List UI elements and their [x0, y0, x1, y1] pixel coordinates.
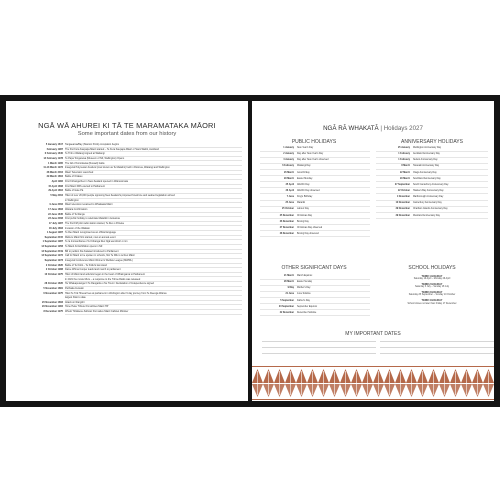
history-event-row [14, 222, 242, 226]
history-event-row [14, 231, 242, 235]
history-event-row [14, 203, 242, 207]
holiday-date: 2 January [283, 153, 294, 156]
holiday-name: Easter Sunday [297, 281, 313, 284]
holiday-row [376, 215, 488, 220]
public-holidays-list [260, 147, 370, 239]
holiday-name: March Equinox [297, 275, 313, 277]
history-event-row [14, 273, 242, 277]
writing-line[interactable] [380, 347, 494, 348]
event-date: 17 July 1987 [48, 221, 63, 225]
holiday-name: Mother's Day [297, 287, 311, 290]
event-date: September 1973 [44, 259, 63, 263]
event-text: He Whakaputanga O Te Rangatira o Nu Tireni / Declaration of Independence signed [65, 282, 242, 287]
event-text: First Māori MPs elected to Parliament [65, 185, 242, 190]
holiday-date: 22 December [279, 311, 294, 314]
school-term-name: TERM 2 HOLIDAY [421, 283, 443, 287]
event-text: Te Ia Inomanihana o Te Kōhanga Reo Ngā wai tōmiri o mm [65, 240, 242, 245]
holiday-date: 1 February [398, 153, 410, 156]
event-text: Bill to petition Kia Kaiwaa Introduced to Parliament [65, 250, 242, 255]
event-text: Hikoi of Māori land activists began in the heart of Whaingaroa to Parliament [65, 273, 242, 278]
event-text: Hone Heke Tribute first airlines Māori HP [65, 305, 242, 310]
holiday-name: Southland Anniversary Day [413, 177, 441, 180]
school-term [374, 299, 490, 306]
event-text: Parihaka Invasion [65, 287, 242, 292]
event-date: 28 March 2004 [46, 170, 63, 174]
holiday-date: 4 January [283, 159, 294, 162]
holiday-name: Marlborough Anniversary Day [413, 196, 444, 199]
event-date: 22 June 1845 [48, 212, 63, 216]
holiday-date: 23 September [278, 305, 294, 308]
history-event-row [14, 199, 242, 203]
school-holidays-heading: SCHOOL HOLIDAYS [408, 265, 456, 271]
holiday-row [376, 153, 488, 158]
history-event-row [14, 264, 242, 268]
event-date: 10 October 1975 [44, 272, 63, 276]
holiday-date: 26 December [279, 220, 294, 223]
event-date: 5 May 2004 [50, 194, 63, 198]
other-days-list [260, 275, 370, 318]
event-date: February 1987 [46, 147, 63, 151]
history-event-row [14, 175, 242, 179]
event-text: Te Tiriti o Waitangi signed at Waitangi [65, 152, 242, 157]
event-date: 5 January 1817 [45, 143, 63, 146]
holiday-row [376, 208, 488, 213]
event-date: 14 September 1958 [41, 245, 63, 249]
holiday-date: 25 June [285, 202, 294, 205]
holiday-name: Auckland Anniversary Day [413, 153, 440, 156]
holiday-name: June Solstice [297, 293, 311, 296]
holiday-date: 22 March [400, 171, 410, 174]
history-event-row [14, 189, 242, 193]
event-text: Māori television renamed to Whakaata Māori [65, 203, 242, 208]
event-date: April 1982 [51, 180, 63, 184]
event-date: 29 April 1864 [48, 189, 63, 193]
event-date: 28 October 1835 [44, 282, 63, 286]
holiday-date: 1 February [398, 159, 410, 162]
history-event-row [14, 166, 242, 170]
holiday-name: Taranaki Anniversary Day [413, 165, 440, 168]
event-date: 2 October 1835 [45, 263, 63, 267]
holiday-name: Boxing Day [297, 220, 309, 223]
history-event-row [14, 217, 242, 221]
holiday-date: 5 September [280, 299, 294, 302]
holiday-date: 25 January [397, 147, 410, 149]
history-event-row [14, 259, 242, 263]
history-event-row [14, 162, 242, 166]
history-event-row [14, 208, 242, 212]
holiday-date: 21 June [285, 293, 294, 296]
holiday-row [260, 184, 370, 189]
holiday-date: 6 February [282, 165, 294, 168]
holiday-row [260, 306, 370, 311]
writing-line[interactable] [380, 353, 494, 354]
holiday-name: South Canterbury Anniversary Day [413, 183, 449, 186]
event-text: First public holiday to celebrate Matariki in Aotearoa [65, 217, 242, 222]
history-event-row [14, 292, 242, 296]
event-text: Battle of Ōrākau [65, 175, 242, 180]
holiday-row [260, 221, 370, 226]
school-term-name: TERM 3 HOLIDAY [421, 291, 443, 295]
holiday-row [260, 312, 370, 317]
event-date: 29 March 1864 [46, 175, 63, 179]
holiday-name: Canterbury Anniversary Day [413, 202, 442, 205]
holiday-row [260, 300, 370, 305]
other-days-heading: OTHER SIGNIFICANT DAYS [281, 265, 347, 271]
event-text: The first FM pilot radio station started, Te Reo o Pōneke [65, 222, 242, 227]
holiday-row [376, 178, 488, 183]
holiday-date: 28 March [284, 281, 294, 284]
holiday-name: Day after New Year's observed [297, 159, 329, 162]
holiday-date: 12 November [395, 202, 410, 205]
holiday-row [260, 159, 370, 164]
holiday-row [376, 165, 488, 170]
event-date: 6 November 1975 [43, 291, 63, 295]
holiday-row [376, 196, 488, 201]
school-term-dates: Saturday 3 July – Sunday 18 July [414, 286, 450, 289]
holiday-name: Matariki [297, 202, 306, 205]
event-date: 14 September 1972 [41, 254, 63, 258]
history-event-row [14, 180, 242, 184]
holiday-name: Labour Day [297, 208, 309, 211]
history-event-row [14, 148, 242, 152]
holiday-date: 22 October [398, 189, 410, 192]
history-event-row [14, 287, 242, 291]
event-date: 14 February 1978 [43, 156, 63, 160]
event-text: Inaugural Polynesian Festival (now known as Te Matatini) held in Rotorua, Waitangi and Wellington [65, 166, 242, 171]
event-date: 5 November 1881 [43, 286, 63, 290]
event-date: 8 December 1975 [43, 310, 63, 314]
holiday-name: Otago Anniversary Day [413, 171, 437, 174]
event-text: Whetū Tirikātene-Sullivan first native Māori Cabinet Minister [65, 310, 242, 315]
event-text: Te Reo Māori recognised as an official language [65, 231, 242, 236]
holiday-row [260, 165, 370, 170]
history-event-row [14, 171, 242, 175]
event-text: The fall of Kororāreka (Russell) battle [65, 162, 242, 167]
holiday-name: September Equinox [297, 305, 318, 308]
planner-spread [0, 95, 500, 407]
history-event-row [14, 185, 242, 189]
event-text: largest hikoi to date [65, 296, 242, 301]
right-title-main: NGĀ RĀ WHAKATĀ [323, 125, 379, 132]
event-date: 23 June 2008 [48, 217, 63, 221]
event-text: Hikoi Te Tōk Hina arrives at parliament in Wellington after 9 day journey from Te Reenga Wairua [65, 292, 242, 297]
event-text: in Wellington [65, 199, 242, 204]
holiday-date: 7 June [286, 196, 294, 199]
right-title-separator: | [380, 125, 382, 132]
left-page-title: NGĀ WĀ AHUREI KI TĀ TE MARAMATAKA MĀORI [38, 121, 216, 130]
holiday-name: Nelson Anniversary Day [413, 159, 438, 162]
event-date: 1 March 1965 [47, 161, 63, 165]
public-holidays-heading: PUBLIC HOLIDAYS [291, 139, 337, 145]
holiday-date: 27 September [394, 183, 410, 186]
event-text: Mahuru Māori first started, now an annual event [65, 236, 242, 241]
holiday-name: ANZAC Day [297, 183, 310, 186]
history-events-list [14, 143, 242, 315]
event-date: 17 June 1863 [48, 207, 63, 211]
history-event-row [14, 301, 242, 305]
event-text: Inaugural Conference Māori Women's Welfare League (MWWL) [65, 259, 242, 264]
holiday-date: 25 April [285, 183, 294, 186]
school-term [374, 275, 490, 282]
anniversary-holidays-heading: ANNIVERSARY HOLIDAYS [401, 139, 463, 145]
holiday-date: 25 October [282, 208, 294, 211]
writing-line[interactable] [262, 341, 376, 342]
school-term [374, 291, 490, 298]
event-date: 1 August 1987 [46, 231, 63, 235]
holiday-date: 29 November [395, 214, 410, 217]
event-text: Waitara Confirmation [65, 208, 242, 213]
holiday-row [260, 178, 370, 183]
holiday-name: Chatham Islands Anniversary Day [413, 208, 448, 211]
event-text: Te Māori Art Exhibition opens in NZ [65, 245, 242, 250]
history-event-row [14, 245, 242, 249]
history-event-row [14, 152, 242, 156]
holiday-row [376, 184, 488, 189]
holiday-row [260, 147, 370, 152]
history-event-row [14, 310, 242, 314]
holiday-row [260, 275, 370, 280]
holiday-row [260, 287, 370, 292]
holiday-date: 8 March [401, 165, 410, 168]
event-text: Dame Whina Cooper leads land march to parliament [65, 268, 242, 273]
holiday-name: Boxing Day observed [297, 232, 319, 235]
event-date: 18 July 1863 [48, 226, 63, 230]
history-event-row [14, 282, 242, 286]
holiday-date: 28 December [279, 232, 294, 235]
event-text: First Kōhanga Reo in New Zealand opened in Wainuiomata [65, 180, 242, 185]
history-event-row [14, 240, 242, 244]
holiday-row [260, 172, 370, 177]
holiday-name: Christmas Day observed [297, 226, 323, 229]
holiday-date: 9 May [287, 287, 294, 290]
holiday-date: 21 March [284, 275, 294, 277]
history-event-row [14, 143, 242, 147]
writing-line[interactable] [262, 347, 376, 348]
holiday-date: 26 April [285, 189, 294, 192]
history-event-row [14, 236, 242, 240]
holiday-row [260, 281, 370, 286]
holiday-date: 1 November [396, 196, 410, 199]
holiday-row [260, 196, 370, 201]
event-date: 20 November 1863 [42, 300, 63, 304]
event-text: Te Papa Tongarewa (Museum of NZ, Wellington) Opens [65, 157, 242, 162]
event-text: Call for Māori to be spoken in schools, first Te Wiki o te Reo Māori [65, 254, 242, 259]
event-text: Attack on Rangiriri [65, 301, 242, 306]
event-date: 9 June 2002 [49, 203, 63, 207]
writing-line[interactable] [380, 341, 494, 342]
holiday-date: 26 March [284, 171, 294, 174]
event-date: 6 February 1840 [44, 152, 63, 156]
left-page [6, 101, 248, 401]
school-term-name: TERM 4 HOLIDAY [421, 299, 443, 303]
holiday-name: Wellington Anniversary Day [413, 147, 442, 149]
holiday-row [376, 172, 488, 177]
holiday-name: December Solstice [297, 311, 317, 314]
holiday-row [376, 147, 488, 152]
holiday-row [260, 153, 370, 158]
school-term [374, 283, 490, 290]
history-event-row [14, 157, 242, 161]
school-term-dates: Saturday 25 September – Sunday 10 October [408, 294, 456, 297]
holiday-row [260, 202, 370, 207]
holiday-row [376, 159, 488, 164]
event-date: September 2015 [44, 235, 63, 239]
school-terms-list [374, 275, 490, 307]
anniversary-holidays-list [376, 147, 488, 221]
holiday-name: New Year's Day [297, 147, 314, 149]
history-event-row [14, 305, 242, 309]
right-title-year: Holidays 2027 [383, 125, 423, 132]
event-text: Māori Television Launched [65, 171, 242, 176]
history-event-row [14, 213, 242, 217]
holiday-row [376, 202, 488, 207]
holiday-name: Easter Monday [297, 177, 313, 180]
holiday-date: 29 November [395, 208, 410, 211]
event-text: Battle of Te Kōtiti – Te Kiniki's last stand [65, 264, 242, 269]
event-text: Battle of Gate Pā [65, 189, 242, 194]
holiday-date: 29 March [284, 177, 294, 180]
event-date: 11-13 March 1972 [43, 166, 63, 170]
holiday-row [260, 293, 370, 298]
history-event-row [14, 278, 242, 282]
holiday-date: 25 December [279, 214, 294, 217]
holiday-name: King's Birthday [297, 196, 313, 199]
holiday-row [260, 233, 370, 238]
event-text: Invasion of the Waikato [65, 227, 242, 232]
right-page [252, 101, 494, 401]
event-text: The first Kura Kaupapa Māori started – Te Kura Kaupapa Māori o Hoani Waititi, Auckland [65, 148, 242, 153]
holiday-name: Christmas Day [297, 214, 313, 217]
holiday-name: Father's Day [297, 299, 310, 302]
maori-pattern-border-right [252, 365, 494, 401]
history-event-row [14, 254, 242, 258]
holiday-name: Day after New Year's Day [297, 153, 324, 156]
holiday-row [260, 215, 370, 220]
holiday-row [260, 190, 370, 195]
holiday-name: Good Friday [297, 171, 310, 174]
history-event-row [14, 194, 242, 198]
my-dates-heading: MY IMPORTANT DATES [345, 331, 401, 337]
event-date: 2 October 1988 [45, 268, 63, 272]
history-event-row [14, 268, 242, 272]
holiday-name: ANZAC Day observed [297, 189, 320, 192]
event-text: Battle of Te Ranga [65, 213, 242, 218]
holiday-name: Westland Anniversary Day [413, 214, 440, 217]
event-date: 1 September 1987 [42, 240, 63, 244]
holiday-row [260, 227, 370, 232]
left-page-subtitle: Some important dates from our history [77, 131, 177, 137]
history-event-row [14, 250, 242, 254]
event-date: 15 April 1868 [48, 184, 63, 188]
school-term-dates: School closes no later than Friday 17 December [407, 302, 457, 305]
history-event-row [14, 227, 242, 231]
holiday-row [260, 208, 370, 213]
event-date: 29 November 1984 [42, 305, 63, 309]
holiday-date: 27 December [279, 226, 294, 229]
school-term-dates: Saturday 10 April – Monday 26 April [413, 278, 451, 281]
event-text: Hīkoi of over 20,000 people opposing New Zealand's proposed foreshore and seabed legislation arrived [65, 194, 242, 199]
holiday-row [376, 190, 488, 195]
holiday-date: 29 March [400, 177, 410, 180]
holiday-name: Hawke's Bay Anniversary Day [413, 189, 444, 192]
right-page-title [252, 125, 494, 132]
event-text: Tangaearoa/Bay (Stanton Point) occupation begins [65, 143, 242, 148]
event-date: 14 September 2019 [41, 249, 63, 253]
holiday-name: Waitangi Day [297, 165, 311, 168]
event-text: In 2021 the movie Muru – a response to the Tūhoe Raids was released [65, 278, 242, 283]
writing-line[interactable] [262, 353, 376, 354]
school-term-name: TERM 1 HOLIDAY [421, 275, 443, 278]
history-event-row [14, 296, 242, 300]
holiday-date: 1 January [283, 147, 294, 149]
